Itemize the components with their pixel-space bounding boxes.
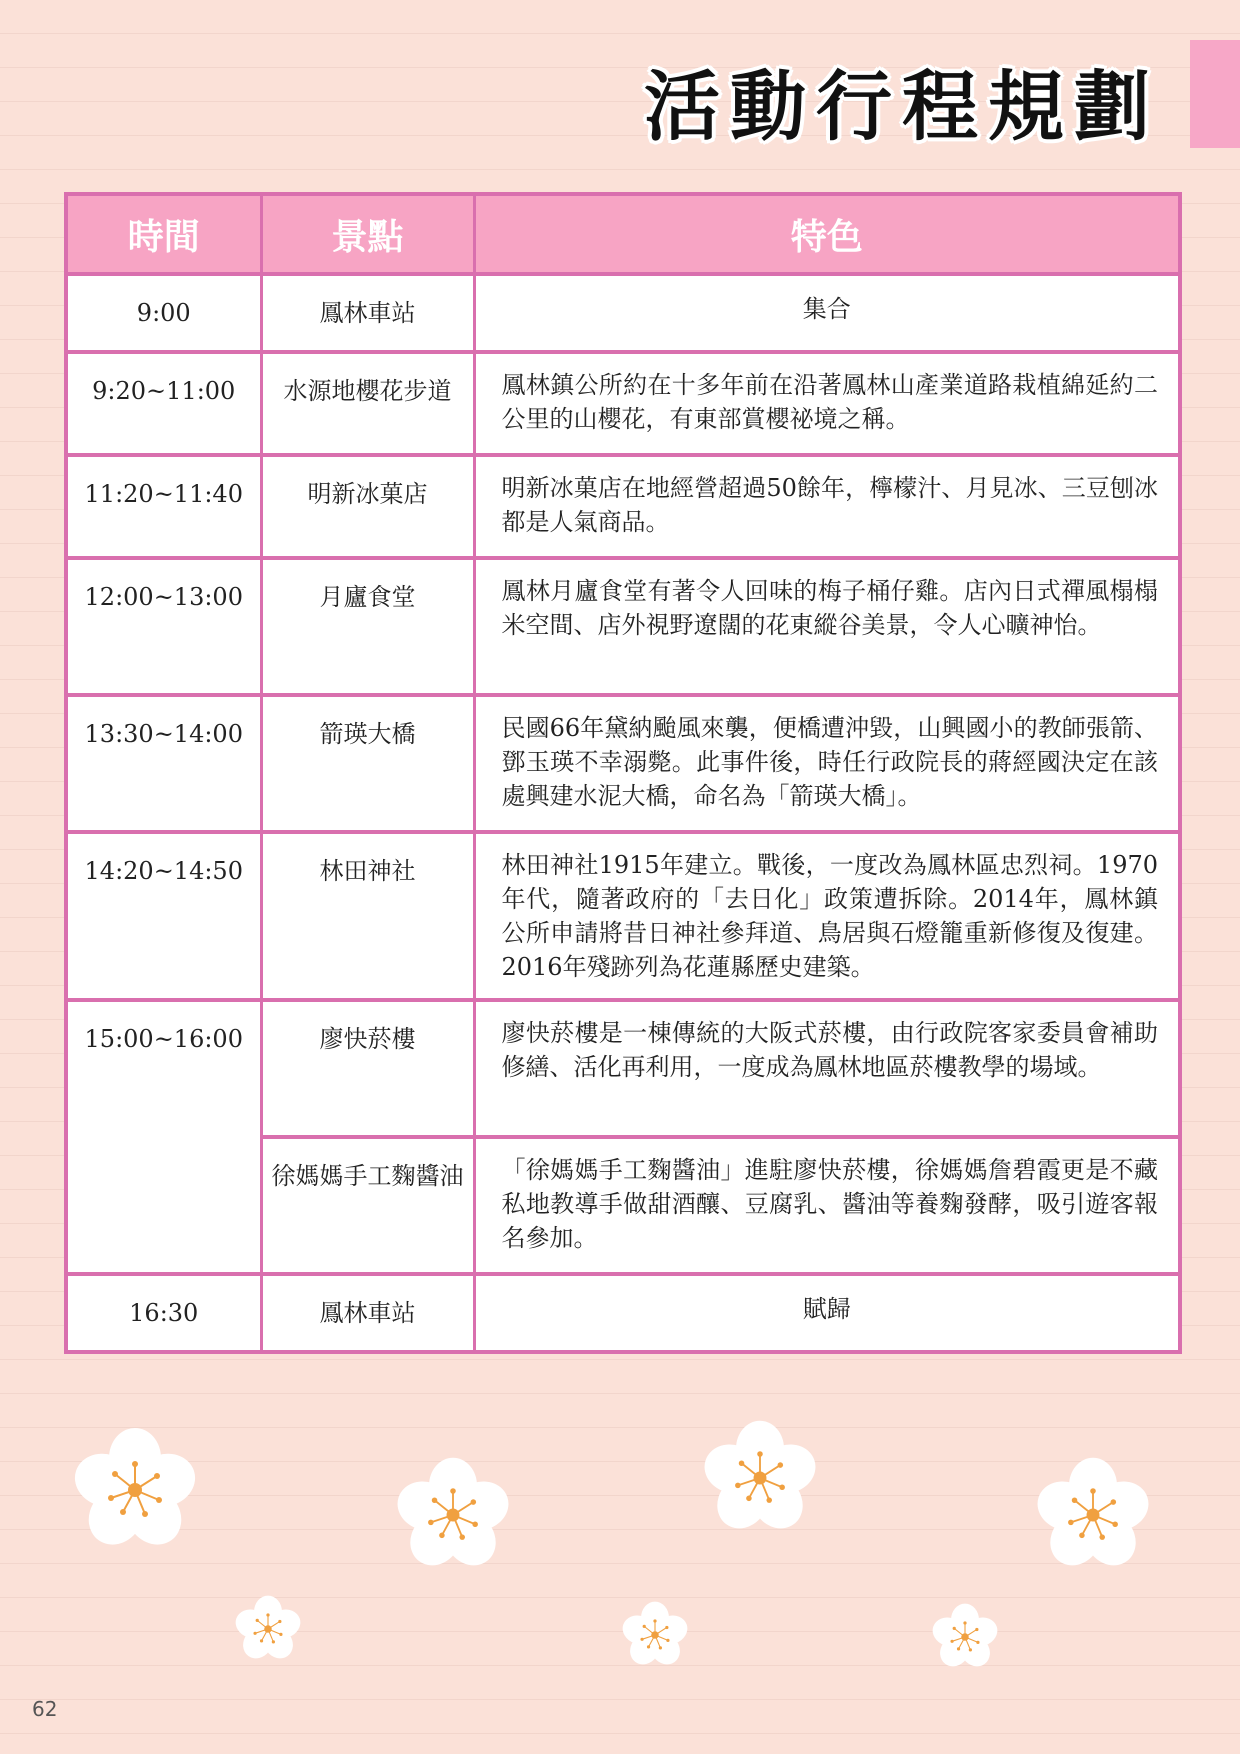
table-header-row — [66, 194, 1180, 274]
cherry-blossom-icon — [233, 1594, 303, 1664]
desc-cell: 鳳林月廬食堂有著令人回味的梅子桶仔雞。店內日式禪風榻榻米空間、店外視野遼闊的花東縱谷美景，令人心曠神怡。 — [474, 558, 1180, 695]
header-spot: 景點 — [261, 194, 474, 274]
table-row — [66, 558, 1180, 695]
time-cell: 11:20~11:40 — [66, 455, 261, 558]
table-row — [66, 695, 1180, 832]
cherry-blossom-icon — [70, 1425, 200, 1555]
spot-cell: 鳳林車站 — [261, 274, 474, 352]
cherry-blossom-icon — [1033, 1455, 1153, 1575]
table-row — [66, 832, 1180, 1000]
spot-cell: 明新冰菓店 — [261, 455, 474, 558]
cherry-blossom-icon — [930, 1602, 1000, 1672]
desc-cell: 鳳林鎮公所約在十多年前在沿著鳳林山產業道路栽植綿延約二公里的山櫻花，有東部賞櫻祕境之稱。 — [474, 352, 1180, 455]
desc-cell: 集合 — [474, 274, 1180, 352]
page-number: 62 — [32, 1697, 58, 1721]
table-row — [66, 1000, 1180, 1137]
desc-cell: 林田神社1915年建立。戰後，一度改為鳳林區忠烈祠。1970年代，隨著政府的「去日化」政策遭拆除。2014年，鳳林鎮公所申請將昔日神社參拜道、鳥居與石燈籠重新修復及復建。2016年殘跡列為花蓮縣歷史建築。 — [474, 832, 1180, 1000]
time-cell: 13:30~14:00 — [66, 695, 261, 832]
schedule-table — [64, 192, 1182, 1354]
table-row — [66, 274, 1180, 352]
desc-cell: 賦歸 — [474, 1274, 1180, 1352]
desc-cell: 民國66年黛納颱風來襲，便橋遭沖毀，山興國小的教師張箭、鄧玉瑛不幸溺斃。此事件後，時任行政院長的蔣經國決定在該處興建水泥大橋，命名為「箭瑛大橋」。 — [474, 695, 1180, 832]
cherry-blossom-icon — [620, 1600, 690, 1670]
page-title: 活動行程規劃 — [644, 62, 1160, 151]
time-cell: 9:00 — [66, 274, 261, 352]
time-cell: 9:20~11:00 — [66, 352, 261, 455]
table-row — [66, 1274, 1180, 1352]
spot-cell: 廖快菸樓 — [261, 1000, 474, 1137]
time-cell: 15:00~16:00 — [66, 1000, 261, 1274]
desc-cell: 廖快菸樓是一棟傳統的大阪式菸樓，由行政院客家委員會補助修繕、活化再利用，一度成為鳳林地區菸樓教學的場域。 — [474, 1000, 1180, 1137]
spot-cell: 箭瑛大橋 — [261, 695, 474, 832]
time-cell: 12:00~13:00 — [66, 558, 261, 695]
time-cell: 14:20~14:50 — [66, 832, 261, 1000]
schedule-table-wrapper — [64, 192, 1178, 1354]
corner-tab — [1190, 40, 1240, 148]
table-row — [66, 455, 1180, 558]
spot-cell: 林田神社 — [261, 832, 474, 1000]
table-row — [66, 352, 1180, 455]
spot-cell: 水源地櫻花步道 — [261, 352, 474, 455]
cherry-blossom-icon — [700, 1418, 820, 1538]
spot-cell: 鳳林車站 — [261, 1274, 474, 1352]
desc-cell: 「徐媽媽手工麴醬油」進駐廖快菸樓，徐媽媽詹碧霞更是不藏私地教導手做甜酒釀、豆腐乳、醬油等養麴發酵，吸引遊客報名參加。 — [474, 1137, 1180, 1274]
desc-cell: 明新冰菓店在地經營超過50餘年，檸檬汁、月見冰、三豆刨冰都是人氣商品。 — [474, 455, 1180, 558]
header-feature: 特色 — [474, 194, 1180, 274]
spot-cell: 月廬食堂 — [261, 558, 474, 695]
time-cell: 16:30 — [66, 1274, 261, 1352]
cherry-blossom-icon — [393, 1455, 513, 1575]
spot-cell: 徐媽媽手工麴醬油 — [261, 1137, 474, 1274]
header-time: 時間 — [66, 194, 261, 274]
